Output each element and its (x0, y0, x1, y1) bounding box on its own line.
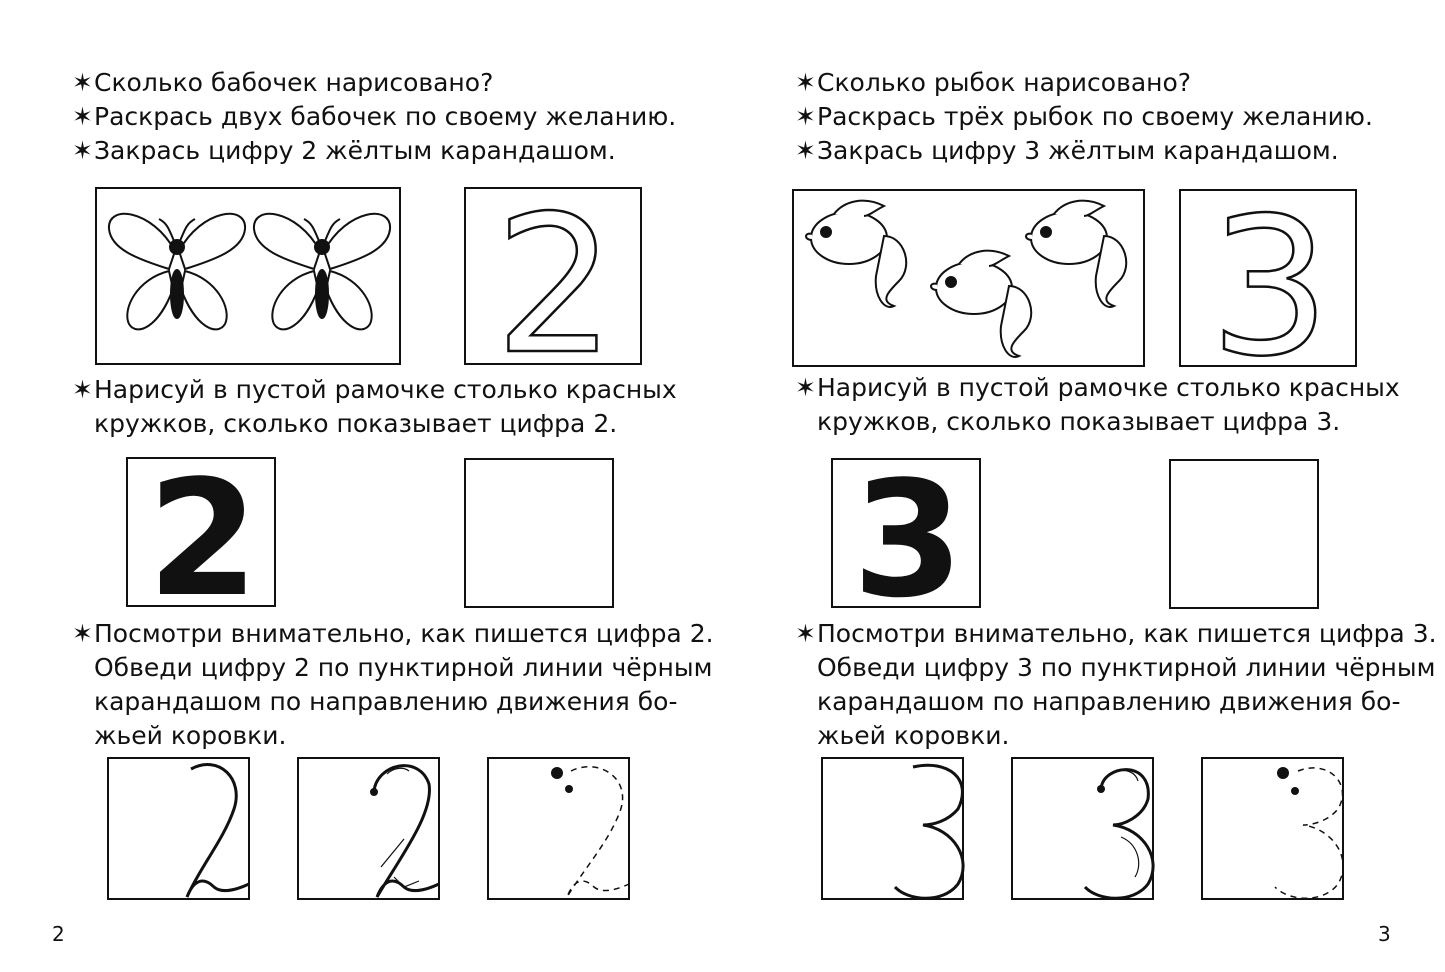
fish-icon (1026, 201, 1126, 307)
bullet-icon: ✶ (72, 136, 93, 165)
butterflies-frame (95, 187, 401, 365)
right-writing-instruction-2: Обведи цифру 3 по пунктирной линии чёрным (817, 653, 1436, 682)
solid-digit-3 (833, 460, 983, 610)
fish-illustration (794, 191, 1147, 369)
left-writing-instruction-3: карандашом по направлению движения бо- (94, 687, 678, 716)
page-number-left: 2 (52, 922, 65, 946)
bullet-icon: ✶ (72, 375, 93, 404)
butterflies-illustration (97, 189, 403, 367)
solid-digit-2 (128, 459, 278, 609)
right-instruction-3: ✶Закрась цифру 3 жёлтым карандашом. (795, 134, 1339, 168)
fish-frame (792, 189, 1145, 367)
svg-text:3: 3 (1209, 191, 1331, 369)
right-instruction-2: ✶Раскрась трёх рыбок по своему желанию. (795, 100, 1373, 134)
bullet-icon: ✶ (795, 68, 816, 97)
writing-trace-2[interactable] (487, 757, 630, 900)
empty-drawing-frame[interactable] (464, 458, 614, 608)
outline-digit-2 (466, 189, 644, 367)
ladybug-icon (1277, 767, 1289, 779)
outline-digit-frame[interactable] (1179, 189, 1357, 367)
writing-arrows-2 (297, 757, 440, 900)
outline-digit-3 (1181, 191, 1359, 369)
left-writing-instruction-4: жьей коровки. (94, 721, 287, 750)
writing-arrows-3 (1011, 757, 1154, 900)
bullet-icon: ✶ (72, 619, 93, 648)
solid-digit-frame (126, 457, 276, 607)
bullet-icon: ✶ (795, 619, 816, 648)
empty-drawing-frame[interactable] (1169, 459, 1319, 609)
right-writing-instruction-1: ✶Посмотри внимательно, как пишется цифра 3. (795, 617, 1437, 651)
right-writing-instruction-3: карандашом по направлению движения бо- (817, 687, 1401, 716)
butterfly-icon (254, 214, 390, 330)
left-instruction-3: ✶Закрась цифру 2 жёлтым карандашом. (72, 134, 616, 168)
left-instruction-2: ✶Раскрась двух бабочек по своему желанию. (72, 100, 676, 134)
svg-text:2: 2 (494, 189, 616, 367)
svg-text:3: 3 (852, 460, 964, 610)
left-instruction-1: ✶Сколько бабочек нарисовано? (72, 66, 493, 100)
outline-digit-frame[interactable] (464, 187, 642, 365)
left-circles-instruction-cont: кружков, сколько показывает цифра 2. (94, 409, 618, 438)
writing-trace-3[interactable] (1201, 757, 1344, 900)
bullet-icon: ✶ (795, 102, 816, 131)
fish-icon (931, 251, 1031, 357)
writing-sample-2 (107, 757, 250, 900)
svg-text:2: 2 (147, 459, 259, 609)
page-number-right: 3 (1378, 922, 1391, 946)
solid-digit-frame (831, 458, 981, 608)
fish-icon (806, 201, 906, 307)
left-writing-instruction-1: ✶Посмотри внимательно, как пишется цифра 2. (72, 617, 714, 651)
bullet-icon: ✶ (795, 136, 816, 165)
right-instruction-1: ✶Сколько рыбок нарисовано? (795, 66, 1191, 100)
bullet-icon: ✶ (795, 373, 816, 402)
bullet-icon: ✶ (72, 68, 93, 97)
butterfly-icon (109, 214, 245, 330)
right-circles-instruction: ✶Нарисуй в пустой рамочке столько красных (795, 371, 1400, 405)
bullet-icon: ✶ (72, 102, 93, 131)
right-circles-instruction-cont: кружков, сколько показывает цифра 3. (817, 407, 1341, 436)
right-writing-instruction-4: жьей коровки. (817, 721, 1010, 750)
left-circles-instruction: ✶Нарисуй в пустой рамочке столько красных (72, 373, 677, 407)
left-writing-instruction-2: Обведи цифру 2 по пунктирной линии чёрным (94, 653, 713, 682)
ladybug-icon (551, 767, 563, 779)
writing-sample-3 (821, 757, 964, 900)
